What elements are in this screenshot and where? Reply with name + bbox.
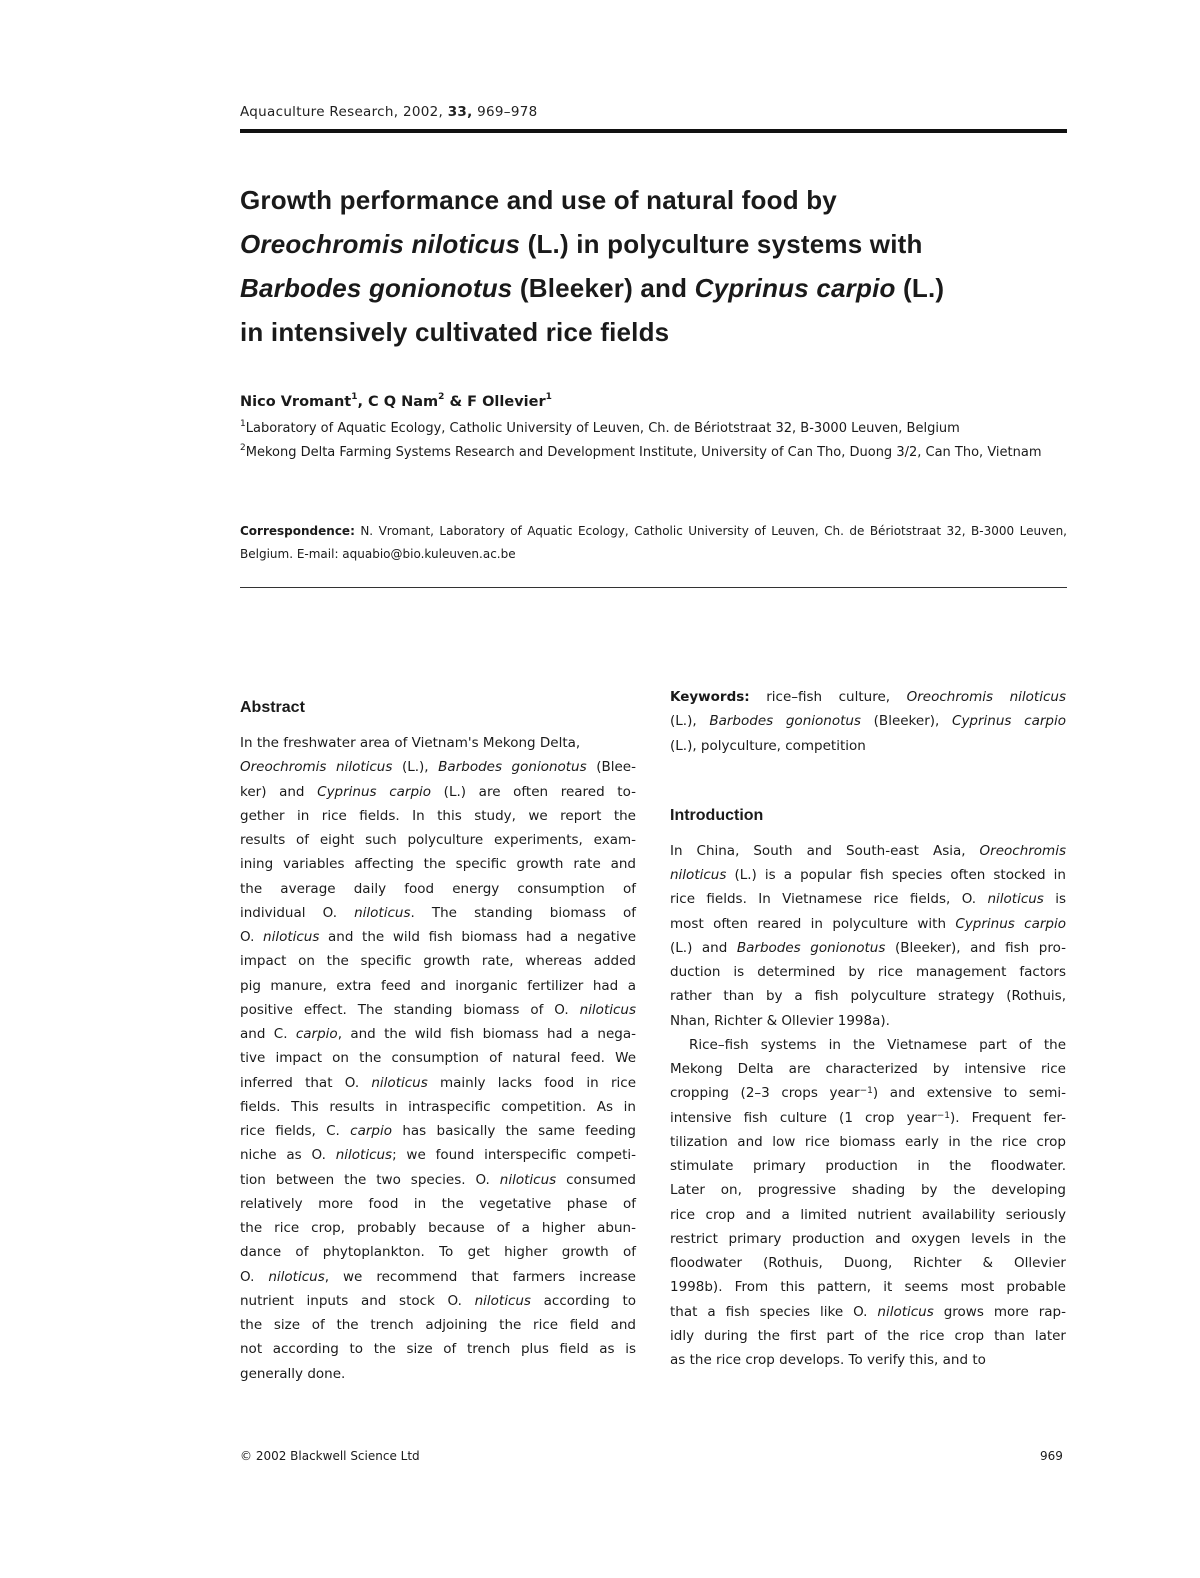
text-run: ) and extensive to semi- [872,1085,1066,1102]
author-name: F Ollevier [467,394,546,410]
italic-term: Oreochromis [979,842,1066,859]
introduction-line [670,960,1066,984]
article-title [240,178,1080,354]
text-run: Mekong Delta are characterized by intensive rice [670,1061,1066,1077]
text-run: results of eight such polyculture experiments, exam- [240,832,636,848]
text-run: 1998b). From this pattern, it seems most probable [670,1279,1066,1296]
italic-term: Oreochromis niloticus [906,689,1066,705]
text-run: In the freshwater area of Vietnam's Mekong Delta, [240,735,581,751]
abstract-line [240,804,636,828]
text-run: mainly lacks food in rice [427,1074,636,1091]
italic-term: Cyprinus carpio [955,915,1066,932]
abstract-line [240,974,636,998]
italic-term: niloticus [335,1147,393,1164]
correspondence-line [240,520,1067,543]
copyright-footer: © 2002 Blackwell Science Ltd [240,1449,420,1463]
author-list [240,394,552,410]
abstract-line [240,1240,636,1264]
affiliation-text: Laboratory of Aquatic Ecology, Catholic University of Leuven, Ch. de Bériotstraat 32, B-3000 Leuven, Belgium [245,421,960,436]
text-run: O. [240,929,264,945]
author-separator: & [444,394,468,410]
abstract-line [240,1313,636,1337]
correspondence-text: Belgium. E-mail: aquabio@bio.kuleuven.ac.be [240,547,516,561]
text-run: nutrient inputs and stock O. [240,1292,475,1309]
introduction-line [670,912,1066,936]
italic-term: niloticus [670,867,727,883]
introduction-line [670,1178,1066,1202]
text-run: generally done. [240,1365,346,1382]
text-run: relatively more food in the vegetative phase of [240,1195,636,1212]
text-run: ). Frequent fer- [950,1109,1066,1126]
text-run: tion between the two species. O. [240,1171,500,1188]
text-run: inferred that O. [240,1074,372,1091]
title-species-name: Cyprinus carpio [694,273,896,303]
text-run: (Bleeker), and fish pro- [885,939,1066,956]
text-run: cropping (2–3 crops year [670,1085,860,1102]
text-run: idly during the first part of the rice crop than later [670,1327,1066,1344]
abstract-column [240,695,636,1386]
journal-volume: 33, [447,104,473,120]
journal-citation [240,104,538,120]
text-run: tive impact on the consumption of natural feed. We [240,1050,636,1067]
introduction-line [670,1203,1066,1227]
abstract-line [240,1337,636,1361]
text-run: rice fields, C. [240,1123,351,1139]
author-name: C Q Nam [368,394,439,410]
title-text: Growth performance and use of natural food by [240,185,837,215]
abstract-line [240,1143,636,1167]
italic-term: niloticus [268,1268,325,1285]
author-affil-mark: 2 [438,392,445,402]
abstract-line [240,1095,636,1119]
introduction-line [670,936,1066,960]
text-run: intensive fish culture (1 crop year [670,1109,937,1126]
text-run: (Bleeker), [860,713,953,730]
abstract-line [240,1046,636,1070]
italic-term: niloticus [354,904,411,921]
author-separator: , [357,394,369,410]
affiliation-2 [240,445,1042,460]
text-run: as the rice crop develops. To verify this, and to [670,1352,986,1368]
abstract-line [240,998,636,1022]
introduction-body [670,839,1066,1373]
title-line [240,222,1080,266]
text-run: that a fish species like O. [670,1303,878,1320]
superscript: −1 [936,1110,950,1121]
text-run: grows more rap- [933,1303,1066,1320]
superscript: −1 [859,1086,873,1097]
abstract-line [240,1168,636,1192]
abstract-line [240,780,636,804]
introduction-line [670,839,1066,863]
text-run: the rice crop, probably because of a higher abun- [240,1220,636,1236]
abstract-line [240,755,636,779]
text-run: individual O. [240,904,355,921]
introduction-line [670,1009,1066,1033]
italic-term: Oreochromis niloticus [240,759,393,776]
introduction-line [670,863,1066,887]
text-run: stimulate primary production in the floodwater. [670,1158,1066,1174]
text-run: rice–fish culture, [749,689,907,705]
text-run: most often reared in polyculture with [670,915,956,932]
introduction-line [670,1300,1066,1324]
text-run: consumed [556,1171,636,1188]
abstract-line [240,949,636,973]
introduction-heading: Introduction [670,806,764,824]
introduction-line [670,1057,1066,1081]
introduction-line [670,1324,1066,1348]
title-text: (Bleeker) and [512,273,695,303]
introduction-line [670,1275,1066,1299]
title-species-name: Oreochromis niloticus [240,229,521,259]
italic-term: niloticus [579,1001,636,1018]
affiliation-mark: 2 [240,443,246,453]
affiliation-1 [240,421,960,436]
text-run: not according to the size of trench plus field as is [240,1341,636,1358]
text-run: , we recommend that farmers increase [324,1268,636,1285]
introduction-line [670,984,1066,1008]
abstract-line [240,1119,636,1143]
abstract-line [240,731,636,755]
title-line [240,310,1080,354]
title-text: (L.) in polyculture systems with [520,229,923,259]
affiliation-mark: 1 [240,419,246,429]
text-run: and C. [240,1026,296,1042]
text-run: rice crop and a limited nutrient availability seriously [670,1206,1066,1223]
text-run: (L.), [392,759,439,776]
introduction-line [670,887,1066,911]
italic-term: Cyprinus carpio [952,713,1066,730]
abstract-heading: Abstract [240,699,305,716]
keywords-line [670,734,1066,758]
text-run: Rice–fish systems in the Vietnamese part of the [689,1036,1066,1053]
abstract-line [240,1265,636,1289]
abstract-line [240,1216,636,1240]
text-run: positive effect. The standing biomass of O. [240,1001,580,1018]
text-run: restrict primary production and oxygen levels in the [670,1230,1066,1247]
text-run: (Blee- [586,759,636,776]
introduction-line [670,1251,1066,1275]
text-run: ker) and [240,783,318,800]
correspondence-text: N. Vromant, Laboratory of Aquatic Ecology, Catholic University of Leuven, Ch. de Bériotstraat 32, B-3000 Leuven, [354,524,1067,538]
abstract-line [240,1362,636,1386]
introduction-line [670,1081,1066,1105]
italic-term: niloticus [263,929,320,945]
text-run: . The standing biomass of [410,904,637,921]
text-run: impact on the specific growth rate, whereas added [240,953,636,970]
text-run: In China, South and South-east Asia, [670,842,980,859]
text-run: and the wild fish biomass had a negative [319,929,636,945]
text-run: (L.) is a popular fish species often stocked in [726,867,1066,883]
title-text: (L.) [895,273,945,303]
italic-term: niloticus [499,1171,557,1188]
abstract-line [240,877,636,901]
title-species-name: Barbodes gonionotus [240,273,513,303]
text-run: niche as O. [240,1147,336,1164]
text-run: the size of the trench adjoining the rice field and [240,1317,636,1333]
introduction-line [670,1348,1066,1372]
text-run: fields. This results in intraspecific competition. As in [240,1098,636,1115]
abstract-line [240,1022,636,1046]
italic-term: Barbodes gonionotus [736,939,886,956]
keywords-line [670,685,1066,709]
text-run: , and the wild fish biomass had a nega- [337,1026,636,1042]
text-run: duction is determined by rice management factors [670,964,1066,980]
title-line [240,178,1080,222]
abstract-line [240,852,636,876]
page-number: 969 [1040,1449,1063,1463]
abstract-line [240,1289,636,1313]
italic-term: niloticus [987,891,1044,908]
right-column [670,685,1066,1372]
italic-term: Barbodes gonionotus [709,713,861,730]
section-rule [240,587,1067,588]
text-run: (L.) are often reared to- [431,783,636,800]
abstract-line [240,901,636,925]
introduction-line [670,1033,1066,1057]
text-run: gether in rice fields. In this study, we report the [240,807,636,824]
abstract-body [240,731,636,1386]
text-run: Later on, progressive shading by the developing [670,1182,1066,1199]
author-affil-mark: 1 [545,392,552,402]
text-run: (L.) and [670,939,737,956]
text-run: ining variables affecting the specific growth rate and [240,856,636,873]
journal-year: 2002, [402,104,444,120]
italic-term: carpio [350,1123,392,1139]
text-run: (L.), [670,713,710,730]
correspondence [240,520,1067,566]
text-run: rice fields. In Vietnamese rice fields, O. [670,891,988,908]
italic-term: niloticus [474,1292,531,1309]
abstract-line [240,828,636,852]
italic-term: niloticus [877,1303,934,1320]
italic-term: carpio [295,1026,338,1042]
title-text: in intensively cultivated rice fields [240,317,670,347]
italic-term: Cyprinus carpio [317,783,432,800]
text-run: rather than by a fish polyculture strategy (Rothuis, [670,988,1066,1005]
keywords-block [670,685,1066,758]
text-run: pig manure, extra feed and inorganic fertilizer had a [240,977,636,994]
introduction-line [670,1154,1066,1178]
text-run: Nhan, Richter & Ollevier 1998a). [670,1012,890,1029]
correspondence-label: Correspondence: [240,524,355,538]
correspondence-line [240,543,1067,566]
text-run: (L.), polyculture, competition [670,737,866,754]
introduction-line [670,1227,1066,1251]
text-run: O. [240,1268,269,1285]
italic-term: Barbodes gonionotus [438,759,587,776]
text-run: tilization and low rice biomass early in the rice crop [670,1133,1066,1150]
affiliation-text: Mekong Delta Farming Systems Research and Development Institute, University of Can Tho, Duong 3/2, Can Tho, Vietnam [245,445,1042,460]
abstract-line [240,1071,636,1095]
author-name: Nico Vromant [240,394,352,410]
text-run: the average daily food energy consumption of [240,880,636,897]
introduction-line [670,1130,1066,1154]
text-run: according to [530,1292,637,1309]
abstract-line [240,1192,636,1216]
keywords-line [670,709,1066,733]
italic-term: niloticus [371,1074,428,1091]
journal-name: Aquaculture Research, [240,104,399,120]
text-run: dance of phytoplankton. To get higher growth of [240,1244,636,1261]
text-run: ; we found interspecific competi- [392,1147,636,1164]
journal-pages: 969–978 [477,104,538,120]
abstract-line [240,925,636,949]
author-affil-mark: 1 [351,392,358,402]
text-run: is [1043,891,1067,908]
text-run: floodwater (Rothuis, Duong, Richter & Ollevier [670,1255,1066,1271]
text-run: has basically the same feeding [392,1123,637,1139]
keywords-label: Keywords: [670,689,750,705]
introduction-line [670,1106,1066,1130]
header-rule [240,129,1067,133]
title-line [240,266,1080,310]
